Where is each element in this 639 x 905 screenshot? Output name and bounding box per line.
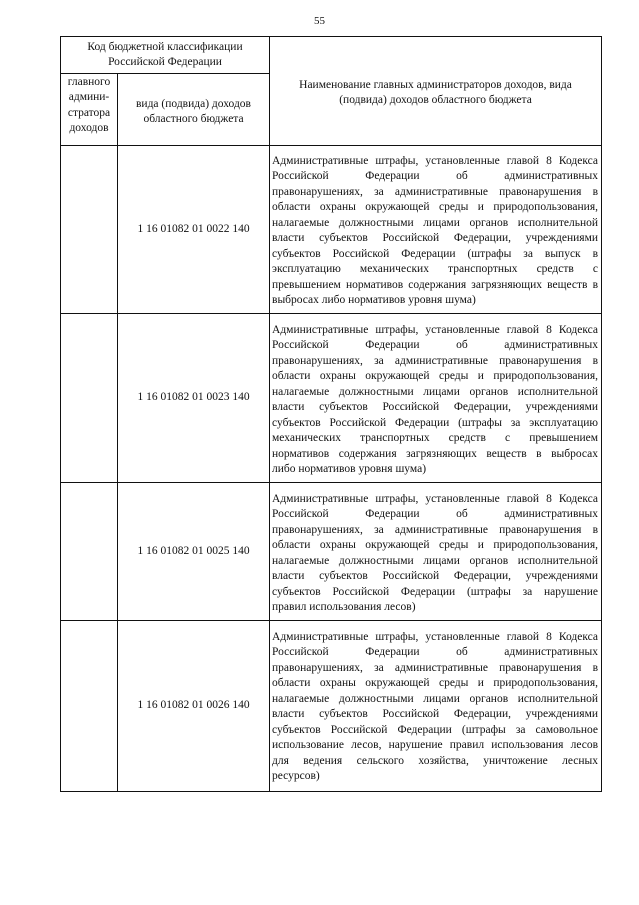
revenue-name-line: Российской Федерации об административных xyxy=(272,508,599,521)
revenue-name-cell xyxy=(270,146,602,314)
header-admin-column-line: главного xyxy=(67,76,111,88)
revenue-code: 1 16 01082 01 0026 140 xyxy=(137,699,250,712)
header-name-column xyxy=(270,37,602,146)
revenue-name-line: превышением нормативов содержания загрязняющих веществ в xyxy=(272,278,599,291)
revenue-name-line: власти субъектов Российской Федерации, учреждениями xyxy=(272,570,599,583)
revenue-name-line: Российской Федерации об административных xyxy=(272,170,599,183)
revenue-name-line: области охраны окружающей среды и природопользования, xyxy=(272,201,599,214)
revenue-name-line: субъектов Российской Федерации (штрафы за самовольное xyxy=(272,723,599,736)
revenue-code-cell xyxy=(118,621,270,792)
header-admin-column xyxy=(61,74,118,146)
revenue-name-line: области охраны окружающей среды и природопользования, xyxy=(272,539,599,552)
revenue-name-cell xyxy=(270,621,602,792)
header-revenue-type-column-line: областного бюджета xyxy=(143,113,244,126)
revenue-code-cell xyxy=(118,314,270,483)
revenue-name-line: субъектов Российской Федерации (штрафы за выпуск в xyxy=(272,247,599,260)
header-code-group xyxy=(61,37,270,74)
table-row xyxy=(61,146,602,314)
revenue-code-cell xyxy=(118,483,270,621)
table-header xyxy=(61,37,602,146)
revenue-code: 1 16 01082 01 0025 140 xyxy=(137,544,250,557)
revenue-code: 1 16 01082 01 0023 140 xyxy=(137,391,250,404)
revenue-name-line: налагаемые должностными лицами органов исполнительной xyxy=(272,554,599,567)
admin-code-cell xyxy=(61,146,118,314)
table-body xyxy=(61,146,602,792)
revenue-name-line: эксплуатацию механических транспортных средств с xyxy=(272,263,599,276)
table-row xyxy=(61,314,602,483)
header-admin-column-line: админи- xyxy=(68,91,110,104)
revenue-name-line: правонарушениях, за административные правонарушения в xyxy=(272,523,599,536)
header-revenue-type-column xyxy=(118,74,270,146)
revenue-name-line: механических транспортных средств с превышением xyxy=(272,432,599,445)
revenue-name-cell xyxy=(270,483,602,621)
revenue-name-line: Административные штрафы, установленные главой 8 Кодекса xyxy=(272,631,599,643)
revenue-code-cell xyxy=(118,146,270,314)
header-code-group-line: Код бюджетной классификации xyxy=(87,40,243,53)
revenue-name-line: Российской Федерации об административных xyxy=(272,646,599,659)
revenue-name-line: использование лесов, нарушение правил использования лесов xyxy=(272,739,599,752)
revenue-name-cell xyxy=(270,314,602,483)
revenue-name-line: правонарушениях, за административные правонарушения в xyxy=(272,354,599,367)
header-revenue-type-column-line: вида (подвида) доходов xyxy=(136,98,251,110)
budget-classification-table xyxy=(60,36,602,792)
header-code-group-line: Российской Федерации xyxy=(108,56,222,68)
revenue-name-line: правонарушениях, за административные правонарушения в xyxy=(272,661,599,674)
revenue-name-line: выбросах либо нормативов уровня шума) xyxy=(272,294,476,307)
revenue-name-line: налагаемые должностными лицами органов исполнительной xyxy=(272,692,599,705)
header-admin-column-line: стратора xyxy=(67,106,111,119)
admin-code-cell xyxy=(61,621,118,792)
revenue-name-line: Административные штрафы, установленные главой 8 Кодекса xyxy=(272,493,599,505)
revenue-name-line: субъектов Российской Федерации (штрафы за эксплуатацию xyxy=(272,416,599,429)
revenue-name-line: правил использования лесов) xyxy=(272,601,416,614)
revenue-name-line: области охраны окружающей среды и природопользования, xyxy=(272,370,599,383)
revenue-name-line: субъектов Российской Федерации (штрафы за нарушение xyxy=(272,585,599,598)
revenue-name-line: Административные штрафы, установленные главой 8 Кодекса xyxy=(272,324,599,336)
revenue-name-line: области охраны окружающей среды и природопользования, xyxy=(272,677,599,690)
header-name-column-line: Наименование главных администраторов доходов, вида xyxy=(299,78,572,91)
revenue-name-line: ресурсов) xyxy=(272,770,320,783)
page-number: 55 xyxy=(314,15,325,27)
header-row-top xyxy=(61,37,602,74)
revenue-name-line: для ведения сельского хозяйства, уничтожение лесных xyxy=(272,754,599,767)
revenue-name-line: Административные штрафы, установленные главой 8 Кодекса xyxy=(272,155,599,167)
header-name-column-line: (подвида) доходов областного бюджета xyxy=(339,94,532,106)
revenue-name-line: налагаемые должностными лицами органов исполнительной xyxy=(272,216,599,229)
revenue-name-line: Российской Федерации об административных xyxy=(272,339,599,352)
revenue-name-line: либо нормативов уровня шума) xyxy=(272,463,427,476)
revenue-name-line: правонарушениях, за административные правонарушения в xyxy=(272,185,599,198)
revenue-name-line: власти субъектов Российской Федерации, учреждениями xyxy=(272,232,599,245)
revenue-name-line: власти субъектов Российской Федерации, учреждениями xyxy=(272,708,599,721)
admin-code-cell xyxy=(61,314,118,483)
table-row xyxy=(61,621,602,792)
admin-code-cell xyxy=(61,483,118,621)
revenue-name-line: налагаемые должностными лицами органов исполнительной xyxy=(272,385,599,398)
revenue-name-line: власти субъектов Российской Федерации, учреждениями xyxy=(272,401,599,414)
table-row xyxy=(61,483,602,621)
revenue-name-line: нормативов содержания загрязняющих веществ в выбросах xyxy=(272,447,599,460)
header-admin-column-line: доходов xyxy=(69,122,109,135)
revenue-code: 1 16 01082 01 0022 140 xyxy=(137,222,250,235)
